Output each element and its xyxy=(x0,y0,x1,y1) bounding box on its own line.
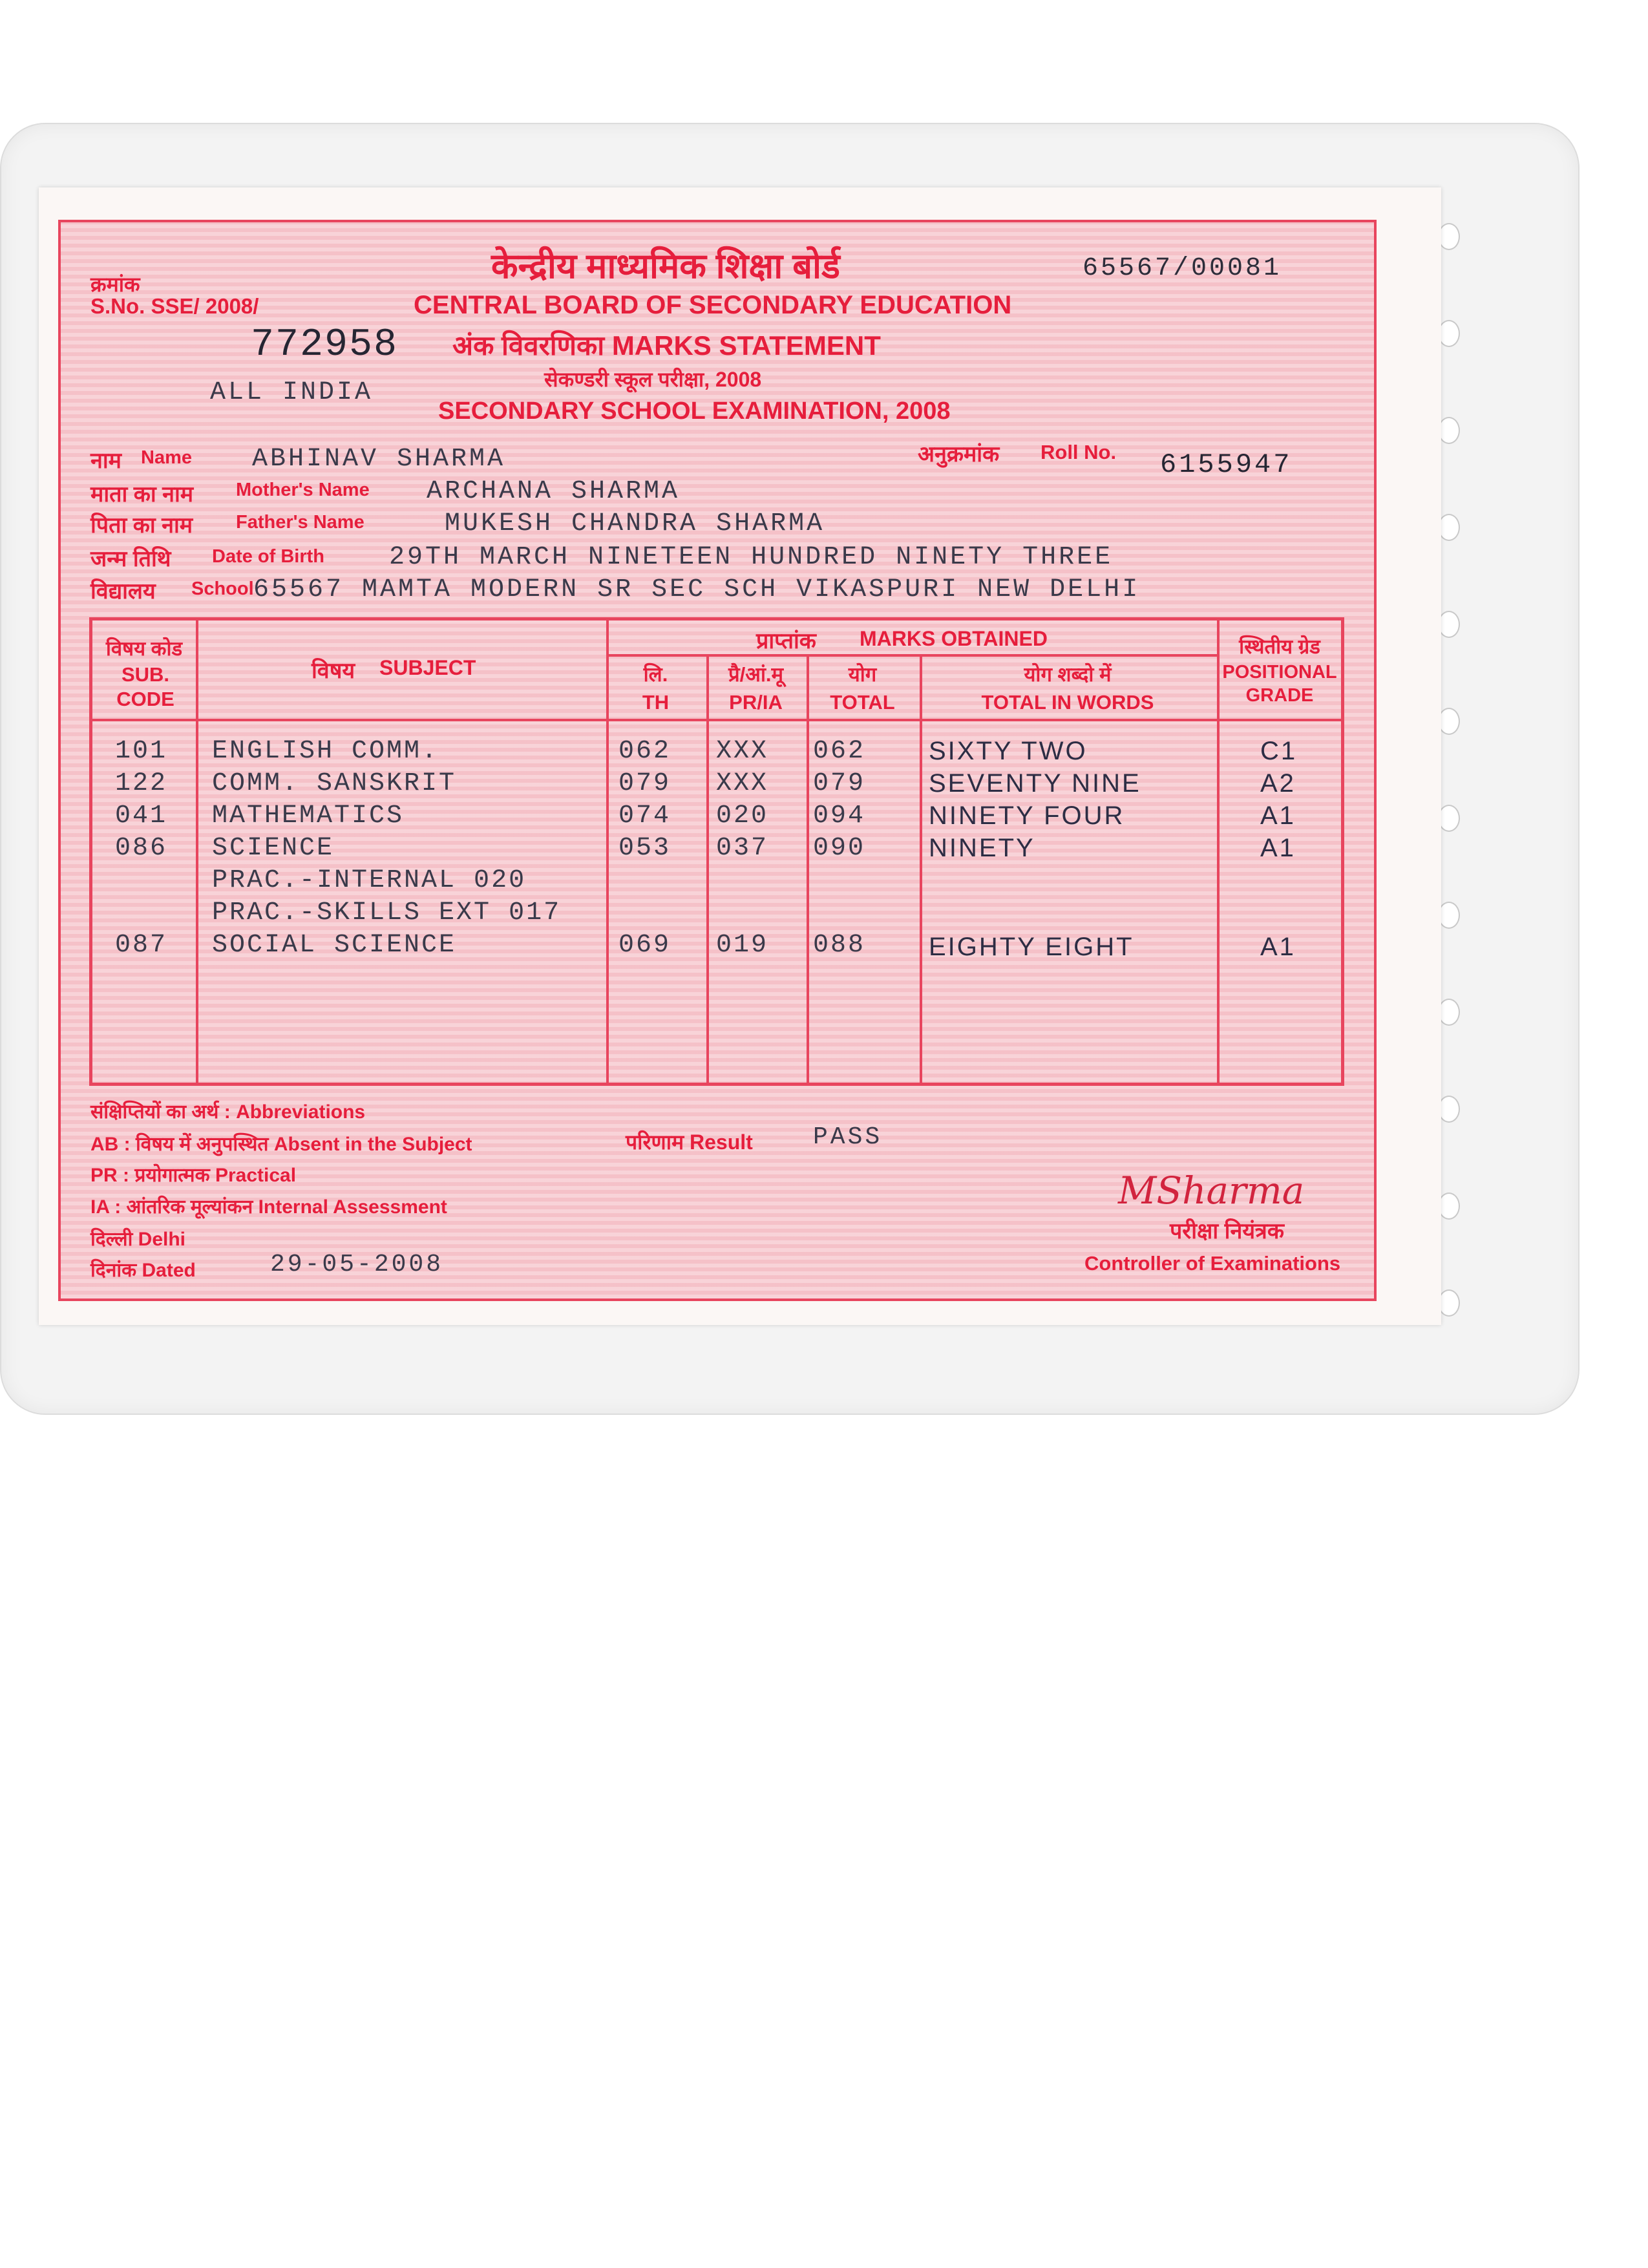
punch-hole xyxy=(1438,902,1460,929)
father-label: Father's Name xyxy=(236,512,364,533)
marks-obtained-header: MARKS OBTAINED xyxy=(860,627,1048,650)
punch-hole xyxy=(1438,514,1460,541)
punch-hole xyxy=(1438,320,1460,347)
header-row-divider xyxy=(92,719,1341,721)
total-marks: 090 xyxy=(813,834,866,863)
date-of-birth: 29TH MARCH NINETEEN HUNDRED NINETY THREE xyxy=(389,543,1114,572)
total-in-words: NINETY xyxy=(929,834,1035,862)
total-marks: 062 xyxy=(813,737,866,766)
total-in-words: SEVENTY NINE xyxy=(929,769,1141,798)
total-marks: 088 xyxy=(813,931,866,960)
theory-marks: 074 xyxy=(618,801,671,831)
punch-hole xyxy=(1438,611,1460,638)
theory-marks: 069 xyxy=(618,931,671,960)
subject-name: SCIENCE xyxy=(212,834,335,863)
subject-code: 122 xyxy=(115,769,168,798)
exam-name-english: SECONDARY SCHOOL EXAMINATION, 2008 xyxy=(438,397,951,425)
practical-marks: 037 xyxy=(716,834,769,863)
school-label-hindi: विद्यालय xyxy=(90,579,156,604)
positional-grade: A1 xyxy=(1260,834,1296,862)
col-subject-header: SUBJECT xyxy=(379,656,476,679)
punch-hole xyxy=(1438,708,1460,735)
col-total-hindi: योग xyxy=(848,663,877,686)
positional-grade: A1 xyxy=(1260,933,1296,961)
father-name: MUKESH CHANDRA SHARMA xyxy=(445,509,825,538)
roll-number: 6155947 xyxy=(1160,449,1293,480)
punch-hole xyxy=(1438,805,1460,832)
punch-hole xyxy=(1438,999,1460,1026)
subject-code: 101 xyxy=(115,737,168,766)
subject-name: PRAC.-SKILLS EXT 017 xyxy=(212,898,562,927)
mother-name: ARCHANA SHARMA xyxy=(427,477,681,506)
col-total-header: TOTAL xyxy=(830,691,895,714)
issue-date: 29-05-2008 xyxy=(270,1251,444,1278)
place: दिल्ली Delhi xyxy=(90,1229,186,1250)
positional-grade: C1 xyxy=(1260,737,1298,765)
practical-marks: 020 xyxy=(716,801,769,831)
dated-label: दिनांक Dated xyxy=(90,1260,196,1281)
theory-marks: 053 xyxy=(618,834,671,863)
mother-label-hindi: माता का नाम xyxy=(90,482,194,507)
practical-marks: 019 xyxy=(716,931,769,960)
result-value: PASS xyxy=(813,1123,883,1151)
practical-marks: XXX xyxy=(716,769,769,798)
subject-name: MATHEMATICS xyxy=(212,801,405,831)
subject-name: ENGLISH COMM. xyxy=(212,737,439,766)
punch-hole xyxy=(1438,1096,1460,1123)
positional-grade: A2 xyxy=(1260,769,1296,798)
dob-label: Date of Birth xyxy=(212,546,324,567)
region: ALL INDIA xyxy=(210,378,374,407)
subject-code: 086 xyxy=(115,834,168,863)
col-words-header: TOTAL IN WORDS xyxy=(981,691,1154,714)
abbreviation-ab: AB : विषय में अनुपस्थित Absent in the Subject xyxy=(90,1134,472,1155)
col-subject-hindi: विषय xyxy=(312,659,355,683)
col-pr-hindi: प्रै/आं.मू xyxy=(728,663,784,686)
subject-name: SOCIAL SCIENCE xyxy=(212,931,457,960)
total-in-words: EIGHTY EIGHT xyxy=(929,933,1134,961)
col-th-hindi: लि. xyxy=(643,663,668,686)
abbreviations-title: संक्षिप्तियों का अर्थ : Abbreviations xyxy=(90,1101,366,1123)
controller-title: Controller of Examinations xyxy=(1084,1252,1341,1275)
col-words-hindi: योग शब्दो में xyxy=(1024,663,1112,686)
kramank-label: क्रमांक xyxy=(90,273,140,296)
total-marks: 094 xyxy=(813,801,866,831)
theory-marks: 062 xyxy=(618,737,671,766)
school-name: 65567 MAMTA MODERN SR SEC SCH VIKASPURI NEW DELHI xyxy=(253,575,1141,604)
row-divider xyxy=(606,654,1217,657)
col-th-header: TH xyxy=(642,691,670,714)
abbreviation-ia: IA : आंतरिक मूल्यांकन Internal Assessment xyxy=(90,1196,447,1218)
theory-marks: 079 xyxy=(618,769,671,798)
punch-hole xyxy=(1438,1192,1460,1220)
subject-name: PRAC.-INTERNAL 020 xyxy=(212,866,527,895)
student-name: ABHINAV SHARMA xyxy=(252,445,506,474)
punch-hole xyxy=(1438,223,1460,250)
col-divider xyxy=(196,620,198,1083)
board-name-english: CENTRAL BOARD OF SECONDARY EDUCATION xyxy=(414,291,1012,319)
abbreviation-pr: PR : प्रयोगात्मक Practical xyxy=(90,1165,297,1186)
positional-grade: A1 xyxy=(1260,801,1296,830)
dob-label-hindi: जन्म तिथि xyxy=(90,547,171,571)
name-label: Name xyxy=(141,447,192,468)
total-in-words: NINETY FOUR xyxy=(929,801,1125,830)
punch-hole xyxy=(1438,1289,1460,1317)
total-in-words: SIXTY TWO xyxy=(929,737,1088,765)
punch-hole xyxy=(1438,417,1460,444)
subject-code: 041 xyxy=(115,801,168,831)
marks-obtained-hindi: प्राप्तांक xyxy=(756,629,816,653)
controller-title-hindi: परीक्षा नियंत्रक xyxy=(1170,1219,1284,1244)
col-grade-header: POSITIONAL GRADE xyxy=(1222,662,1337,706)
reference-number: 65567/00081 xyxy=(1083,254,1282,283)
result-label: परिणाम Result xyxy=(626,1130,753,1154)
col-code-header: SUB. CODE xyxy=(116,663,174,710)
total-marks: 079 xyxy=(813,769,866,798)
controller-signature: MSharma xyxy=(1118,1169,1305,1213)
col-pr-header: PR/IA xyxy=(729,691,783,714)
col-code-hindi: विषय कोड xyxy=(105,637,183,660)
school-label: School xyxy=(191,578,254,599)
col-grade-hindi: स्थितीय ग्रेड xyxy=(1239,635,1320,658)
roll-label: Roll No. xyxy=(1041,441,1117,463)
father-label-hindi: पिता का नाम xyxy=(90,513,193,538)
roll-label-hindi: अनुक्रमांक xyxy=(918,442,1000,467)
practical-marks: XXX xyxy=(716,737,769,766)
serial-prefix: S.No. SSE/ 2008/ xyxy=(90,294,259,318)
board-name-hindi: केन्द्रीय माध्यमिक शिक्षा बोर्ड xyxy=(491,247,840,286)
serial-number: 772958 xyxy=(251,323,399,367)
mother-label: Mother's Name xyxy=(236,480,370,500)
subject-code: 087 xyxy=(115,931,168,960)
name-label-hindi: नाम xyxy=(90,449,122,473)
statement-title: अंक विवरणिका MARKS STATEMENT xyxy=(452,330,881,361)
exam-name-hindi: सेकण्डरी स्कूल परीक्षा, 2008 xyxy=(544,368,762,391)
subject-name: COMM. SANSKRIT xyxy=(212,769,457,798)
